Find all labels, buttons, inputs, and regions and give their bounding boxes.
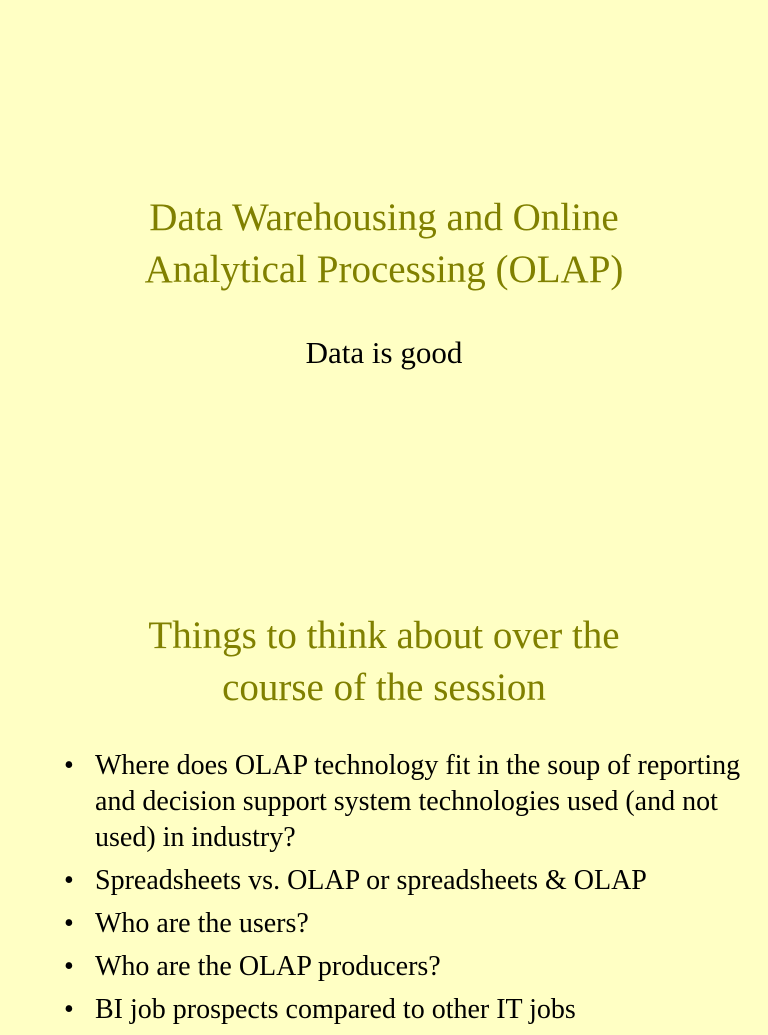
bullet-dot-icon: • [64,750,74,781]
slide-2-title-line-1: Things to think about over the [148,614,620,657]
slide-2-title-line-2: course of the session [222,666,546,709]
bullet-list [64,748,754,1035]
bullet-text: Who are the users? [95,908,309,939]
bullet-text: Who are the OLAP producers? [95,951,441,982]
bullet-item [64,863,754,899]
slide-2-title [0,610,768,714]
bullet-dot-icon: • [64,908,74,939]
bullet-item [64,949,754,985]
bullet-text: Where does OLAP technology fit in the soup of reporting and decision support system technologies used (and not used) in industry? [95,750,741,853]
bullet-text: Spreadsheets vs. OLAP or spreadsheets & OLAP [95,865,647,896]
bullet-dot-icon: • [64,951,74,982]
slide-1-subtitle: Data is good [305,335,463,370]
bullet-item [64,992,754,1028]
bullet-dot-icon: • [64,994,74,1025]
bullet-item [64,748,754,856]
slide-1-title [0,192,768,296]
slide-things-to-think-about [0,512,768,1024]
slide-1-title-line-1: Data Warehousing and Online [149,196,619,239]
slide-title-page [0,0,768,512]
slide-1-title-line-2: Analytical Processing (OLAP) [144,248,624,291]
bullet-item [64,906,754,942]
bullet-dot-icon: • [64,865,74,896]
bullet-text: BI job prospects compared to other IT jobs [95,994,576,1025]
